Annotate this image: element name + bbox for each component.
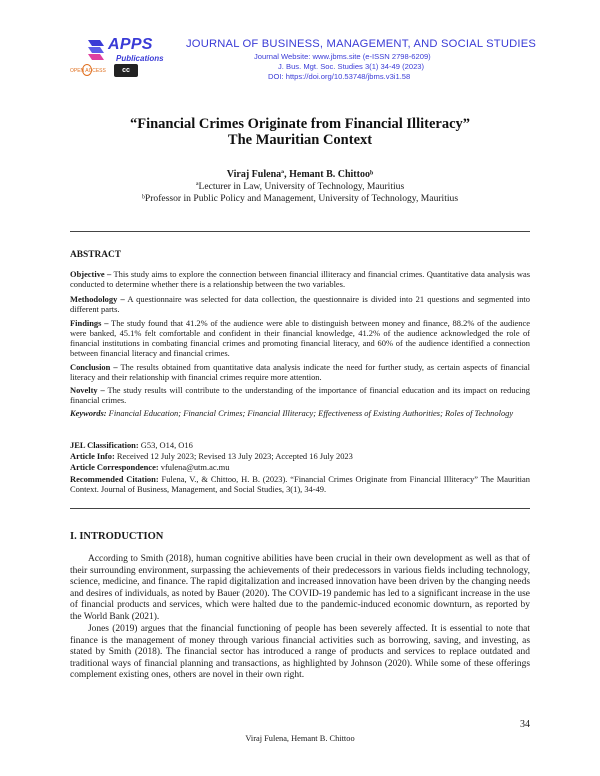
introduction-paragraph-1: According to Smith (2018), human cognitive abilities have been crucial in their own development as well as that of their surrounding environment, surpassing the achievements of their predecessors in various fields including technology, science, medicine, and finance. The rapid digitalization and increased innovation have been driven by the changing needs and desires of individuals, as noted by Bauer (2020). The COVID-19 pandemic has led to a significant increase in the use of financial products and services, which were halted due to the pandemic-induced economic downturn, as reported by the World Bank (2021). xyxy=(70,554,530,622)
logo-subtitle: Publications xyxy=(116,54,164,63)
apps-logo-icon xyxy=(86,38,106,62)
methodology-text: A questionnaire was selected for data collection, the questionnaire is divided into 21 questions and segmented into different parts. xyxy=(70,294,530,314)
divider-top xyxy=(70,231,530,232)
conclusion-label: Conclusion – xyxy=(70,362,118,372)
citation-label: Recommended Citation: xyxy=(70,474,159,484)
divider-bottom xyxy=(70,508,530,509)
journal-citation: J. Bus. Mgt. Soc. Studies 3(1) 34-49 (2023) xyxy=(278,62,425,71)
jel-label: JEL Classification: xyxy=(70,440,139,450)
abstract-findings xyxy=(70,318,530,358)
journal-doi[interactable]: DOI: https://doi.org/10.53748/jbms.v3i1.58 xyxy=(268,72,411,81)
citation-text: Fulena, V., & Chittoo, H. B. (2023). “Financial Crimes Originate from Financial Illiteracy” The Mauritian Context. Journal of Business, Management, and Social Studies, 3(1), 34-49. xyxy=(70,474,530,494)
creative-commons-badge: cc xyxy=(114,64,138,77)
recommended-citation xyxy=(70,474,530,494)
journal-title: JOURNAL OF BUSINESS, MANAGEMENT, AND SOCIAL STUDIES xyxy=(186,38,537,50)
footer-authors: Viraj Fulena, Hemant B. Chittoo xyxy=(245,734,355,743)
introduction-heading: I. INTRODUCTION xyxy=(70,531,164,542)
abstract-objective xyxy=(70,269,530,289)
novelty-label: Novelty – xyxy=(70,385,105,395)
article-info xyxy=(70,451,530,461)
correspondence-email[interactable]: vfulena@utm.ac.mu xyxy=(158,462,230,472)
abstract-conclusion xyxy=(70,362,530,382)
jel-classification xyxy=(70,440,530,450)
objective-text: This study aims to explore the connection between financial illiteracy and financial crimes. Quantitative data analysis was conducted to determine whether there is a relationship between the two variables. xyxy=(70,269,530,289)
jel-text: G53, O14, O16 xyxy=(138,440,193,450)
journal-website[interactable]: Journal Website: www.jbms.site (e-ISSN 2798-6209) xyxy=(254,52,431,61)
introduction-paragraph-2: Jones (2019) argues that the financial functioning of people has been severely affected. It is essential to note that finance is the management of money through various financial activities such as borrowing, saving, and investing, as stated by Smith (2018). The financial sector has introduced a range of products and services to replace outdated and traditional ways of financial planning and transactions, as highlighted by Johnson (2020). While some of these offerings complement existing ones, others are novel in their own right. xyxy=(70,624,530,681)
article-correspondence xyxy=(70,462,530,472)
abstract-methodology xyxy=(70,294,530,314)
author-list: Viraj Fulenaª, Hemant B. Chittooᵇ xyxy=(226,169,374,180)
abstract-keywords xyxy=(70,408,530,418)
abstract-heading: ABSTRACT xyxy=(70,250,122,260)
page-number: 34 xyxy=(520,719,530,730)
findings-text: The study found that 41.2% of the audience were able to distinguish between money and finance, 88.2% of the audience were banked, 45.1% felt comfortable and confident in their financial knowledge, 41.2% of the audience acknowledged the role of financial institutions in combating financial crimes and promoting financial literacy, and 60% of the audience identified a connection between financial literacy and financial crimes. xyxy=(70,318,530,358)
logo-name: APPS xyxy=(108,36,153,53)
open-access-label: OPEN ACCESS xyxy=(70,68,106,74)
affiliation-a: ªLecturer in Law, University of Technology, Mauritius xyxy=(195,181,405,192)
affiliation-b: ᵇProfessor in Public Policy and Management, University of Technology, Mauritius xyxy=(141,193,459,204)
publisher-logo xyxy=(70,34,180,82)
findings-label: Findings – xyxy=(70,318,109,328)
paper-title-line2: The Mauritian Context xyxy=(227,132,373,148)
methodology-label: Methodology – xyxy=(70,294,125,304)
abstract-novelty xyxy=(70,385,530,405)
keywords-text: Financial Education; Financial Crimes; Financial Illiteracy; Effectiveness of Existing Authorities; Roles of Technology xyxy=(106,408,514,418)
correspondence-label: Article Correspondence: xyxy=(70,462,159,472)
article-info-label: Article Info: xyxy=(70,451,115,461)
paper-title-line1: “Financial Crimes Originate from Financial Illiteracy” xyxy=(129,116,471,132)
objective-label: Objective – xyxy=(70,269,112,279)
keywords-label: Keywords: xyxy=(70,408,107,418)
article-info-text: Received 12 July 2023; Revised 13 July 2023; Accepted 16 July 2023 xyxy=(114,451,353,461)
novelty-text: The study results will contribute to the understanding of the importance of financial education and its impact on reducing financial crimes. xyxy=(70,385,530,405)
conclusion-text: The results obtained from quantitative data analysis indicate the need for further study, as certain aspects of financial literacy and their relationship with financial crimes require more attention. xyxy=(70,362,531,382)
